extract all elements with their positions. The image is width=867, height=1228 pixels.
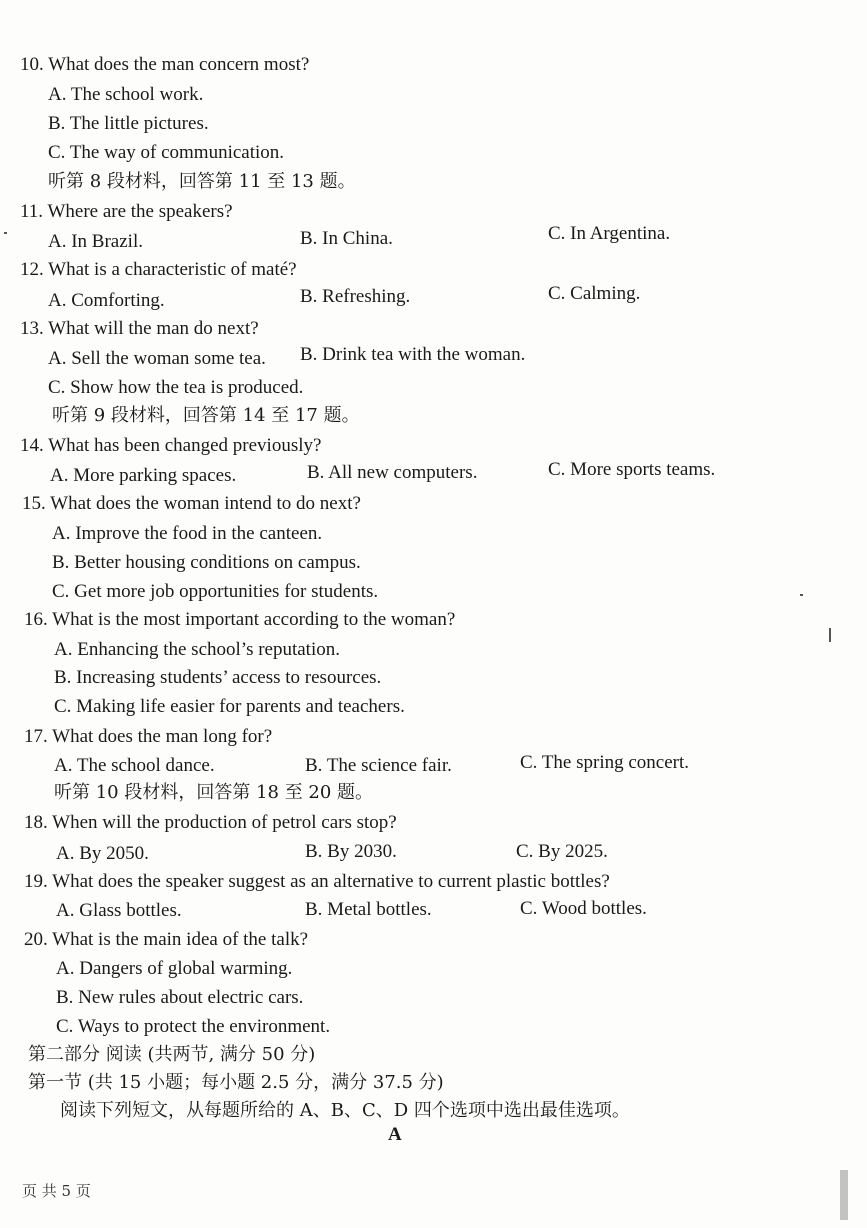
option-12b: B. Refreshing. bbox=[300, 286, 411, 307]
option-11b: B. In China. bbox=[300, 228, 393, 249]
option-13c: C. Show how the tea is produced. bbox=[48, 377, 304, 398]
option-20c: C. Ways to protect the environment. bbox=[56, 1016, 331, 1037]
option-17c: C. The spring concert. bbox=[520, 752, 690, 773]
option-14a: A. More parking spaces. bbox=[50, 465, 237, 486]
option-13a: A. Sell the woman some tea. bbox=[48, 348, 266, 369]
question-17: 17. What does the man long for? bbox=[24, 726, 273, 747]
option-19a: A. Glass bottles. bbox=[56, 900, 182, 921]
option-11c: C. In Argentina. bbox=[548, 223, 671, 244]
option-17a: A. The school dance. bbox=[54, 755, 215, 776]
option-16c: C. Making life easier for parents and teachers. bbox=[54, 696, 405, 717]
option-19b: B. Metal bottles. bbox=[305, 899, 432, 920]
option-13b: B. Drink tea with the woman. bbox=[300, 344, 526, 365]
question-11: 11. Where are the speakers? bbox=[20, 201, 233, 222]
option-10b: B. The little pictures. bbox=[48, 113, 209, 134]
option-19c: C. Wood bottles. bbox=[520, 898, 647, 919]
option-18b: B. By 2030. bbox=[305, 841, 397, 862]
option-20b: B. New rules about electric cars. bbox=[56, 987, 304, 1008]
question-10: 10. What does the man concern most? bbox=[20, 54, 310, 75]
option-18a: A. By 2050. bbox=[56, 843, 149, 864]
scan-speck bbox=[4, 232, 7, 234]
section-one-heading: 第一节 (共 15 小题；每小题 2.5 分，满分 37.5 分) bbox=[28, 1072, 444, 1093]
scan-edge-shadow bbox=[840, 1170, 848, 1220]
instruction-section-10: 听第 10 段材料，回答第 18 至 20 题。 bbox=[54, 782, 374, 803]
option-14c: C. More sports teams. bbox=[548, 459, 716, 480]
option-16b: B. Increasing students’ access to resources. bbox=[54, 667, 382, 688]
reading-instruction: 阅读下列短文，从每题所给的 A、B、C、D 四个选项中选出最佳选项。 bbox=[60, 1100, 630, 1121]
option-20a: A. Dangers of global warming. bbox=[56, 958, 293, 979]
option-10a: A. The school work. bbox=[48, 84, 204, 105]
option-18c: C. By 2025. bbox=[516, 841, 608, 862]
question-16: 16. What is the most important according to the woman? bbox=[24, 609, 456, 630]
question-14: 14. What has been changed previously? bbox=[20, 435, 322, 456]
question-13: 13. What will the man do next? bbox=[20, 318, 259, 339]
option-15c: C. Get more job opportunities for students. bbox=[52, 581, 379, 602]
option-15a: A. Improve the food in the canteen. bbox=[52, 523, 323, 544]
question-15: 15. What does the woman intend to do next? bbox=[22, 493, 361, 514]
option-16a: A. Enhancing the school’s reputation. bbox=[54, 639, 340, 660]
option-10c: C. The way of communication. bbox=[48, 142, 285, 163]
option-17b: B. The science fair. bbox=[305, 755, 452, 776]
question-18: 18. When will the production of petrol cars stop? bbox=[24, 812, 397, 833]
passage-label: A bbox=[388, 1124, 402, 1145]
option-15b: B. Better housing conditions on campus. bbox=[52, 552, 361, 573]
option-14b: B. All new computers. bbox=[307, 462, 478, 483]
option-12a: A. Comforting. bbox=[48, 290, 165, 311]
question-19: 19. What does the speaker suggest as an alternative to current plastic bottles? bbox=[24, 871, 610, 892]
scan-speck bbox=[800, 594, 803, 596]
option-12c: C. Calming. bbox=[548, 283, 641, 304]
scan-speck bbox=[829, 628, 831, 642]
instruction-section-8: 听第 8 段材料，回答第 11 至 13 题。 bbox=[48, 171, 356, 192]
option-11a: A. In Brazil. bbox=[48, 231, 143, 252]
question-20: 20. What is the main idea of the talk? bbox=[24, 929, 309, 950]
part-two-heading: 第二部分 阅读 (共两节, 满分 50 分) bbox=[28, 1044, 316, 1065]
question-12: 12. What is a characteristic of maté? bbox=[20, 259, 297, 280]
page-footer: 页 共 5 页 bbox=[22, 1182, 91, 1200]
instruction-section-9: 听第 9 段材料，回答第 14 至 17 题。 bbox=[52, 405, 360, 426]
